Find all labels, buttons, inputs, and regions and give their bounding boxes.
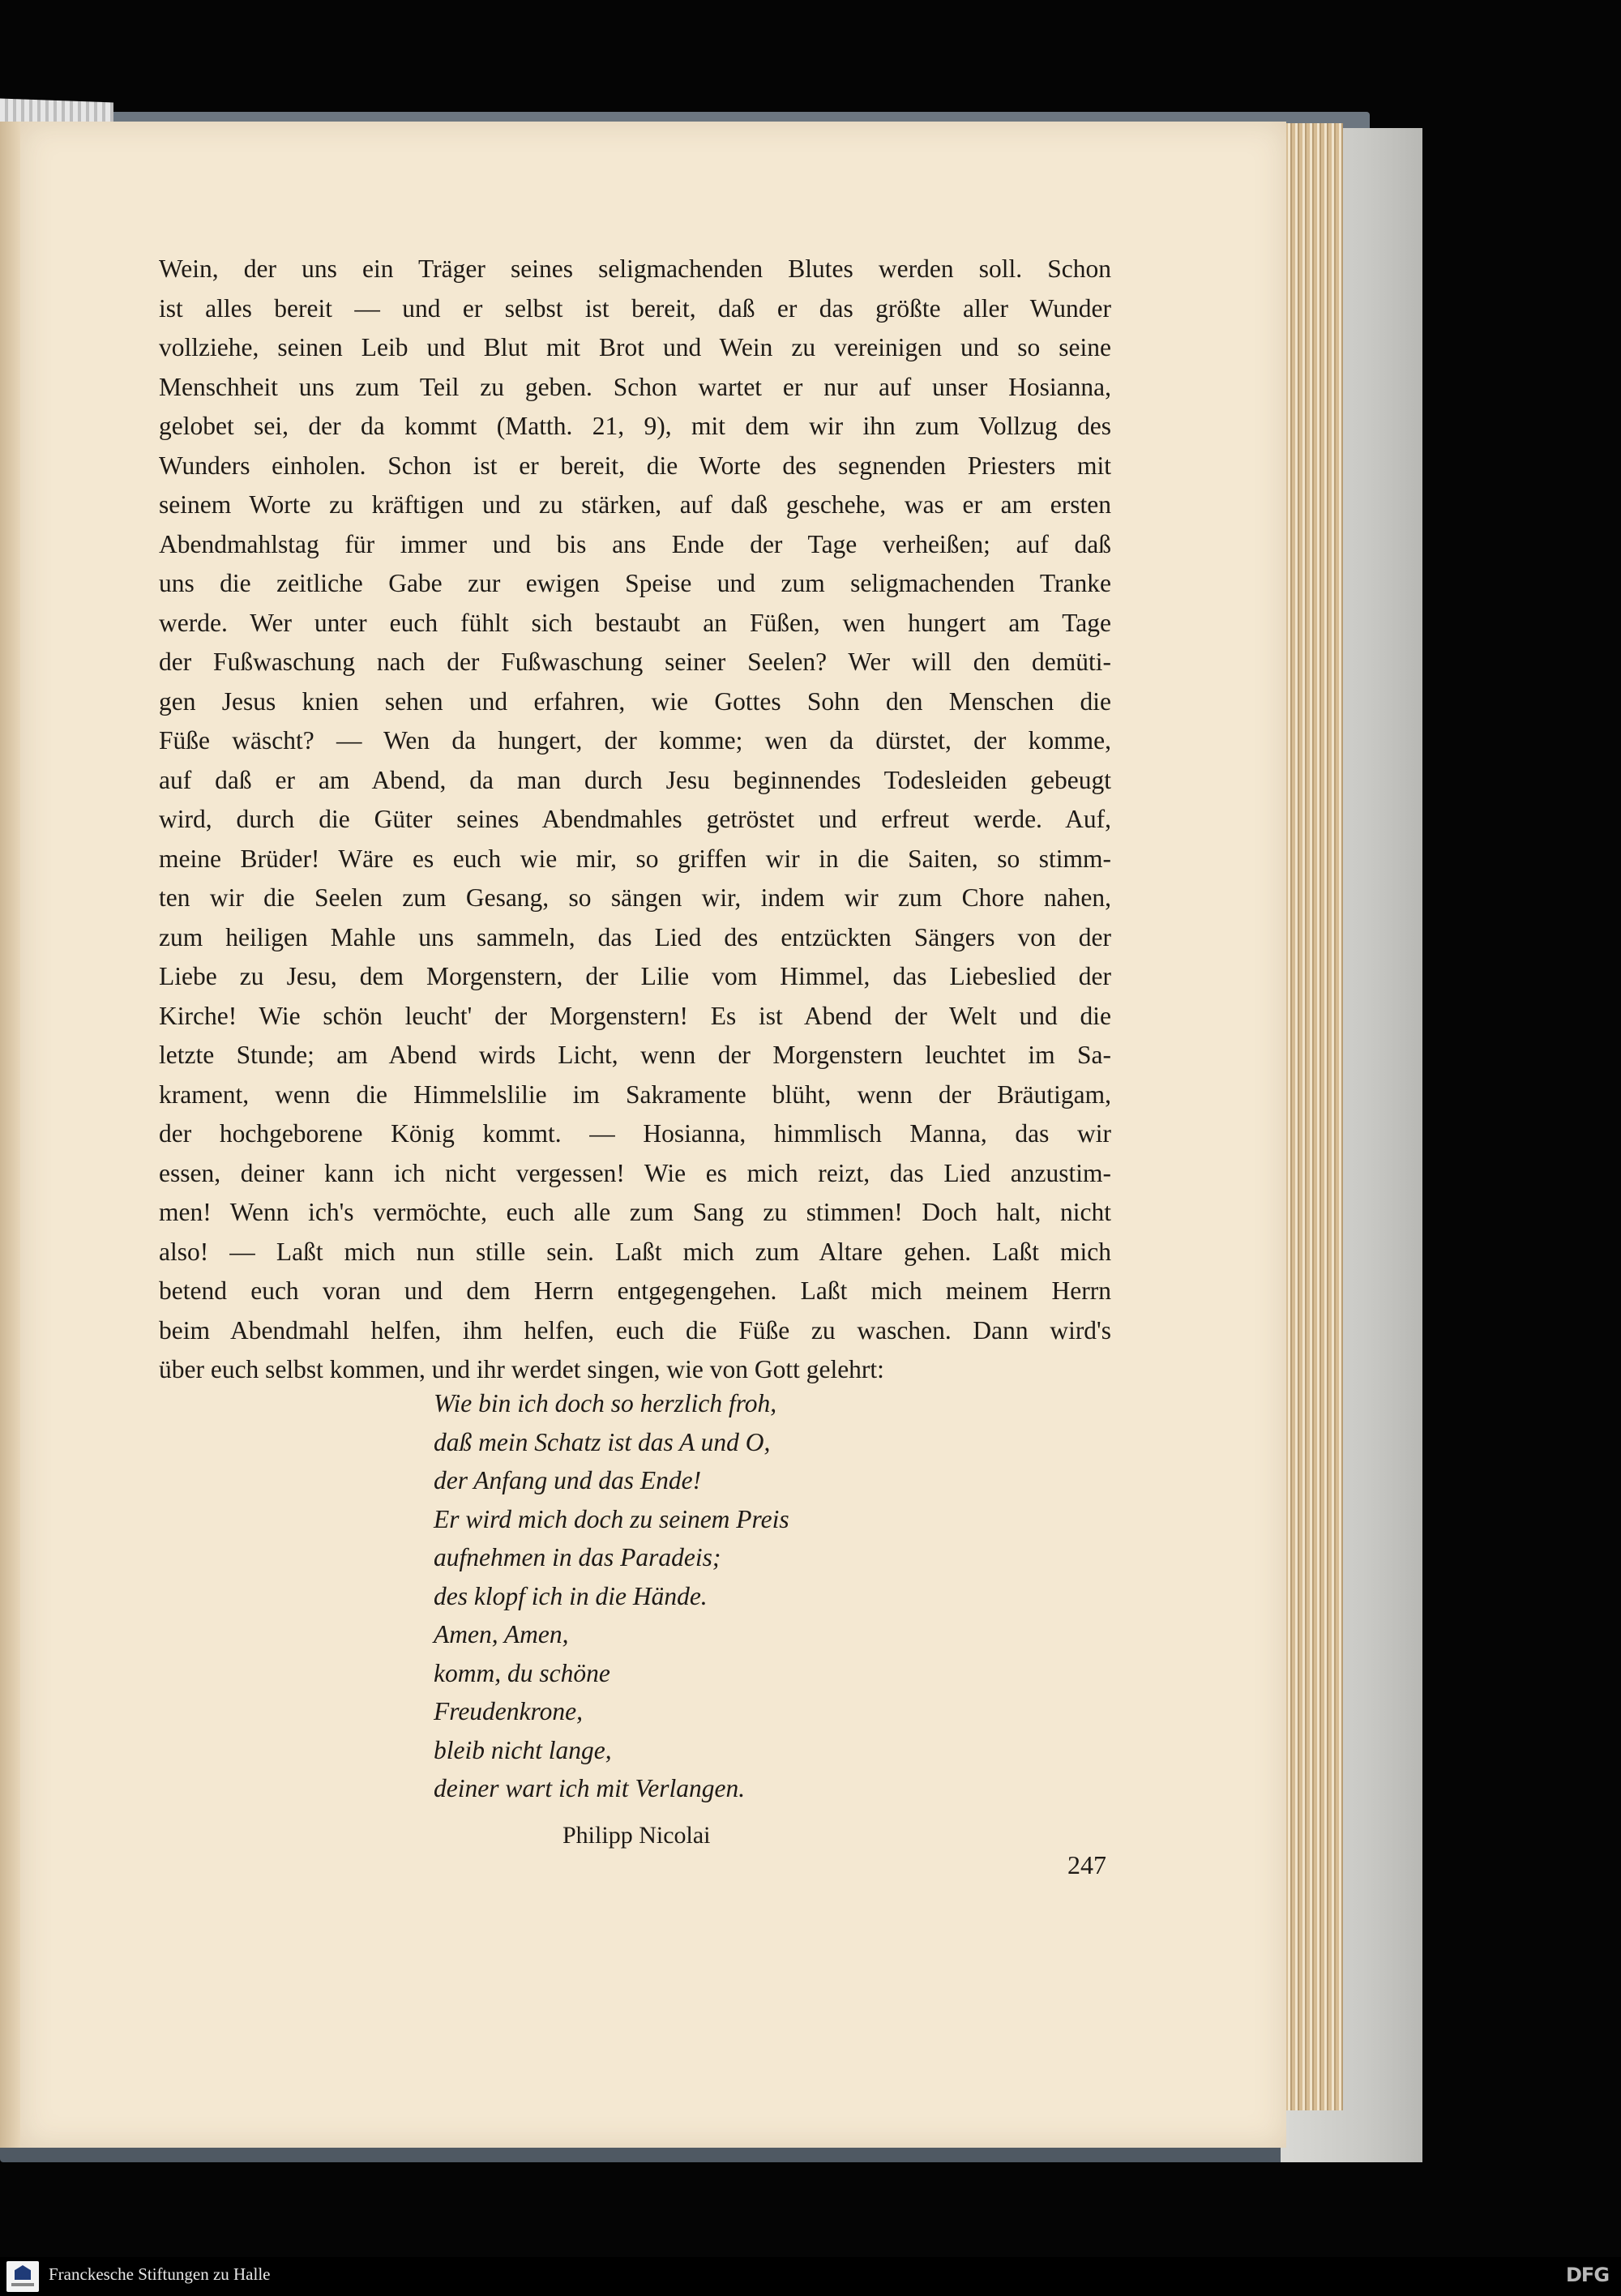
body-line: zum heiligen Mahle uns sammeln, das Lied des entzückten Sängers von der [159,922,1111,951]
body-line: Abendmahlstag für immer und bis ans Ende der Tage verheißen; auf daß [159,529,1111,558]
poem-line: Freudenkrone, [434,1697,583,1725]
body-line: betend euch voran und dem Herrn entgegengehen. Laßt mich meinem Herrn [159,1276,1111,1305]
body-line: gen Jesus knien sehen und erfahren, wie Gottes Sohn den Menschen die [159,686,1111,716]
body-line: Menschheit uns zum Teil zu geben. Schon wartet er nur auf unser Hosianna, [159,372,1111,401]
page-edges [1285,123,1343,2110]
poem-line: daß mein Schatz ist das A und O, [434,1427,771,1456]
poem-line: Amen, Amen, [434,1620,569,1648]
body-line: meine Brüder! Wäre es euch wie mir, so griffen wir in die Saiten, so stimm- [159,844,1111,873]
poem-line: Er wird mich doch zu seinem Preis [434,1504,789,1533]
poem-line: aufnehmen in das Paradeis; [434,1543,721,1571]
page-number: 247 [1067,1850,1106,1879]
body-line: also! — Laßt mich nun stille sein. Laßt mich zum Altare gehen. Laßt mich [159,1237,1111,1266]
body-line: werde. Wer unter euch fühlt sich bestaubt an Füßen, wen hungert am Tage [159,608,1111,637]
body-line: ten wir die Seelen zum Gesang, so sängen wir, indem wir zum Chore nahen, [159,883,1111,912]
body-line: der hochgeborene König kommt. — Hosianna, himmlisch Manna, das wir [159,1119,1111,1148]
page-gutter [0,122,23,2148]
body-line: men! Wenn ich's vermöchte, euch alle zum Sang zu stimmen! Doch halt, nicht [159,1198,1111,1226]
body-line: der Fußwaschung nach der Fußwaschung seiner Seelen? Wer will den demüti- [159,648,1111,676]
body-line: auf daß er am Abend, da man durch Jesu beginnendes Todesleiden gebeugt [159,765,1111,794]
poem-line: des klopf ich in die Hände. [434,1581,708,1610]
body-line: wird, durch die Güter seines Abendmahles getröstet und erfreut werde. Auf, [159,805,1111,833]
body-line: gelobet sei, der da kommt (Matth. 21, 9), mit dem wir ihn zum Vollzug des [159,412,1111,440]
body-line: Wunders einholen. Schon ist er bereit, die Worte des segnenden Priesters mit [159,451,1111,480]
dfg-logo: DFG [1566,2264,1610,2286]
body-line: Kirche! Wie schön leucht' der Morgenstern! Es ist Abend der Welt und die [159,1001,1111,1030]
body-line: über euch selbst kommen, und ihr werdet singen, wie von Gott gelehrt: [159,1355,884,1383]
poem-line: Wie bin ich doch so herzlich froh, [434,1389,777,1417]
poem-line: deiner wart ich mit Verlangen. [434,1774,746,1802]
body-line: letzte Stunde; am Abend wirds Licht, wenn der Morgenstern leuchtet im Sa- [159,1041,1111,1069]
poem-line: der Anfang und das Ende! [434,1466,702,1494]
body-line: Füße wäscht? — Wen da hungert, der komme; wen da dürstet, der komme, [159,726,1111,755]
body-line: uns die zeitliche Gabe zur ewigen Speise und zum seligmachenden Tranke [159,569,1111,597]
body-text [159,250,1111,1390]
body-line: essen, deiner kann ich nicht vergessen! Wie es mich reizt, das Lied anzustim- [159,1158,1111,1187]
poem-stanza [434,1384,789,1808]
poem-author: Philipp Nicolai [562,1822,711,1849]
body-line: seinem Worte zu kräftigen und zu stärken, auf daß geschehe, was er am ersten [159,490,1111,519]
body-line: krament, wenn die Himmelslilie im Sakramente blüht, wenn der Bräutigam, [159,1080,1111,1109]
body-line: Liebe zu Jesu, dem Morgenstern, der Lilie vom Himmel, das Liebeslied der [159,962,1111,990]
body-line: vollziehe, seinen Leib und Blut mit Brot und Wein zu vereinigen und so seine [159,333,1111,361]
footer-institution[interactable]: Franckesche Stiftungen zu Halle [49,2264,271,2284]
franckesche-stiftungen-logo-icon [6,2261,39,2292]
body-line: Wein, der uns ein Träger seines seligmachenden Blutes werden soll. Schon [159,254,1111,283]
poem-line: komm, du schöne [434,1658,610,1687]
body-line: beim Abendmahl helfen, ihm helfen, euch die Füße zu waschen. Dann wird's [159,1315,1111,1345]
poem-line: bleib nicht lange, [434,1735,612,1764]
body-line: ist alles bereit — und er selbst ist bereit, daß er das größte aller Wunder [159,293,1111,323]
